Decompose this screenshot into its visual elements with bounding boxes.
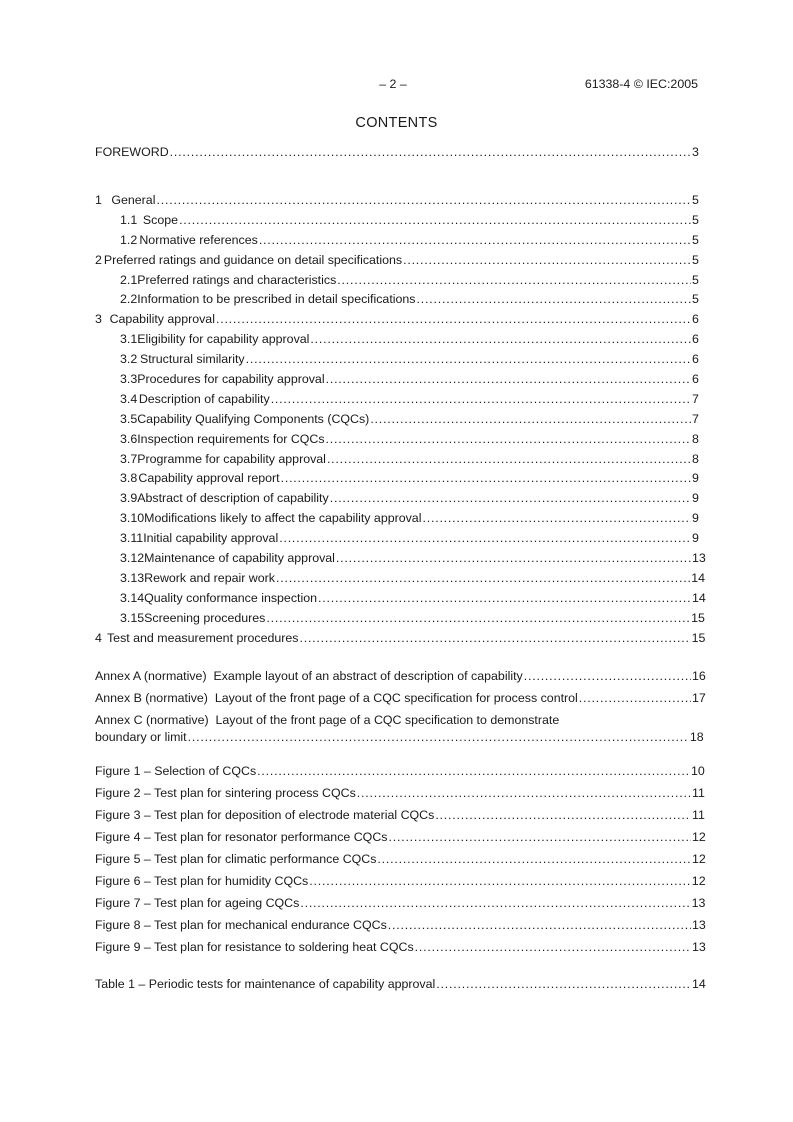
dot-leader: [179, 211, 691, 231]
toc-entry-text: Modifications likely to affect the capability approval: [144, 511, 422, 526]
toc-figure-5[interactable]: [95, 848, 706, 870]
dot-leader: [266, 609, 690, 629]
toc-entry-text: Figure 4 – Test plan for resonator performance CQCs: [95, 830, 388, 844]
toc-entry-text: Capability Qualifying Components (CQCs): [137, 411, 370, 426]
toc-figure-4[interactable]: [95, 826, 706, 848]
dot-leader: [388, 826, 691, 848]
toc-entry-text: Quality conformance inspection: [144, 590, 317, 605]
toc-page-number: 6: [692, 332, 699, 347]
toc-section-3-9[interactable]: [95, 489, 698, 509]
toc-page-number: 6: [692, 352, 699, 367]
toc-number: 1.2: [120, 232, 138, 247]
toc-page-number: 6: [692, 372, 699, 387]
toc-number: 3.9: [120, 491, 138, 506]
toc-entry-foreword[interactable]: [95, 143, 698, 163]
toc-page-number: 13: [692, 918, 706, 932]
dot-leader: [271, 390, 691, 410]
dot-leader: [524, 665, 691, 687]
toc-page-number: 9: [692, 511, 699, 526]
toc-number: 2: [95, 252, 102, 267]
toc-number: 3.11: [120, 531, 144, 546]
dot-leader: [156, 191, 691, 211]
toc-number: 3.15: [120, 610, 145, 625]
toc-figure-2[interactable]: [95, 782, 705, 804]
toc-entry-text: Figure 7 – Test plan for ageing CQCs: [95, 896, 300, 910]
toc-page-number: 3: [692, 145, 699, 159]
dot-leader: [299, 629, 690, 649]
toc-page-number: 9: [692, 531, 699, 546]
toc-figure-7[interactable]: [95, 892, 706, 914]
dot-leader: [188, 729, 689, 746]
toc-page-number: 10: [690, 764, 705, 778]
toc-page-number: 15: [691, 630, 706, 645]
toc-entry-text: Structural similarity: [139, 352, 245, 367]
dot-leader: [281, 469, 691, 489]
page-title: CONTENTS: [355, 115, 438, 131]
toc-number: 3.10: [120, 511, 145, 526]
toc-page-number: 8: [692, 431, 699, 446]
toc-entry-text: Figure 9 – Test plan for resistance to soldering heat CQCs: [95, 940, 414, 954]
toc-annexes: [95, 665, 706, 746]
toc-number: 3.12: [120, 551, 145, 566]
toc-page-number: 5: [692, 193, 699, 207]
toc-number: 3: [95, 312, 102, 327]
annex-label: Annex C (normative): [95, 713, 209, 727]
toc-annex-a[interactable]: [95, 665, 706, 687]
toc-number: 1: [95, 193, 102, 207]
toc-figures: [95, 760, 706, 958]
toc-section-1-2[interactable]: [95, 231, 698, 251]
toc-entry-text: Layout of the front page of a CQC specification for process control: [214, 691, 578, 705]
toc-sections: [95, 191, 706, 648]
toc-page-number: 5: [692, 292, 699, 307]
toc-entry-text: Example layout of an abstract of description of capability: [213, 669, 523, 683]
dot-leader: [300, 892, 690, 914]
dot-leader: [257, 760, 690, 782]
toc-page-number: 15: [691, 610, 705, 625]
toc-entry-text: Layout of the front page of a CQC specification to demonstrate: [215, 713, 560, 727]
toc-number: 3.8: [120, 471, 138, 486]
toc-number: 3.6: [120, 431, 138, 446]
toc-section-3-5[interactable]: [95, 410, 698, 430]
toc-section-3-15[interactable]: [95, 609, 705, 629]
dot-leader: [388, 914, 691, 936]
toc-page-number: 5: [692, 232, 699, 247]
dot-leader: [327, 450, 691, 470]
toc-annex-b[interactable]: [95, 687, 706, 709]
toc-page-number: 18: [689, 730, 704, 744]
toc-section-3-8[interactable]: [95, 469, 698, 489]
dot-leader: [377, 848, 691, 870]
dot-leader: [403, 251, 691, 271]
toc-entry-text: Inspection requirements for CQCs: [137, 431, 325, 446]
toc-section-3-6[interactable]: [95, 430, 698, 450]
toc-entry-text: Scope: [142, 212, 179, 227]
toc-figure-8[interactable]: [95, 914, 706, 936]
toc-section-4[interactable]: [95, 629, 706, 649]
toc-entry-text: Figure 6 – Test plan for humidity CQCs: [95, 874, 309, 888]
toc-entry-text: Figure 5 – Test plan for climatic performance CQCs: [95, 852, 377, 866]
toc-number: 4: [95, 630, 102, 645]
toc-entry-text: Eligibility for capability approval: [137, 332, 310, 347]
toc-page-number: 5: [692, 252, 699, 267]
toc-page-number: 8: [692, 451, 699, 466]
toc-number: 3.14: [120, 590, 145, 605]
toc-entry-text: Maintenance of capability approval: [144, 551, 335, 566]
dot-leader: [370, 410, 691, 430]
toc-entry-text: Figure 8 – Test plan for mechanical endurance CQCs: [95, 918, 387, 932]
annex-label: Annex A (normative): [95, 669, 207, 683]
toc-section-3-12[interactable]: [95, 549, 706, 569]
dot-leader: [435, 804, 691, 826]
toc-number: 3.3: [120, 372, 138, 387]
toc-figure-3[interactable]: [95, 804, 705, 826]
toc-section-3-3[interactable]: [95, 370, 698, 390]
toc-number: 3.5: [120, 411, 138, 426]
page-number-header: – 2 –: [379, 77, 407, 91]
dot-leader: [310, 330, 691, 350]
toc-foreword-block: [95, 143, 698, 163]
dot-leader: [415, 936, 691, 958]
toc-entry-text: Test and measurement procedures: [106, 630, 299, 645]
toc-section-3-7[interactable]: [95, 450, 698, 470]
toc-entry-text: Procedures for capability approval: [137, 372, 325, 387]
toc-entry-text: Programme for capability approval: [137, 451, 326, 466]
dot-leader: [170, 143, 691, 163]
toc-entry-text: Capability approval: [109, 312, 215, 327]
document-reference: 61338-4 © IEC:2005: [584, 77, 698, 91]
toc-number: 3.7: [120, 451, 138, 466]
toc-entry-text: Information to be prescribed in detail specifications: [137, 292, 416, 307]
toc-section-3-2[interactable]: [95, 350, 698, 370]
toc-entry-text: Preferred ratings and guidance on detail specifications: [103, 252, 403, 267]
toc-section-1[interactable]: [95, 191, 698, 211]
dot-leader: [216, 310, 691, 330]
annex-label: Annex B (normative): [95, 691, 208, 705]
dot-leader: [279, 529, 691, 549]
dot-leader: [436, 973, 691, 995]
toc-number: 2.1: [120, 272, 138, 287]
toc-entry-text: Initial capability approval: [143, 531, 279, 546]
dot-leader: [330, 489, 691, 509]
toc-page-number: 7: [692, 411, 699, 426]
toc-page-number: 11: [692, 808, 705, 822]
toc-page-number: 16: [692, 669, 706, 683]
toc-entry-text: Figure 3 – Test plan for deposition of electrode material CQCs: [95, 808, 435, 822]
toc-entry-text: Capability approval report: [138, 471, 280, 486]
toc-entry-text: Description of capability: [138, 391, 270, 406]
dot-leader: [276, 569, 690, 589]
toc-entry-text: Abstract of description of capability: [137, 491, 329, 506]
toc-entry-text-continued: boundary or limit: [95, 730, 187, 744]
toc-figure-9[interactable]: [95, 936, 706, 958]
toc-entry-text: Figure 1 – Selection of CQCs: [95, 764, 257, 778]
toc-table-1[interactable]: [95, 973, 706, 995]
toc-page-number: 14: [692, 977, 706, 991]
toc-page-number: 13: [692, 551, 706, 566]
toc-page-number: 11: [692, 786, 705, 800]
dot-leader: [326, 370, 691, 390]
dot-leader: [422, 509, 691, 529]
toc-annex-c[interactable]: [95, 712, 704, 746]
toc-page-number: 14: [691, 570, 706, 585]
toc-page-number: 7: [692, 391, 699, 406]
toc-section-3-1[interactable]: [95, 330, 698, 350]
toc-section-1-1[interactable]: [95, 211, 698, 231]
toc-section-2[interactable]: [95, 251, 698, 271]
toc-page-number: 14: [691, 590, 706, 605]
toc-section-3-14[interactable]: [95, 589, 706, 609]
toc-section-3-11[interactable]: [95, 529, 698, 549]
toc-page-number: 12: [692, 830, 706, 844]
toc-number: 3.13: [120, 570, 145, 585]
toc-number: 3.4: [120, 391, 138, 406]
toc-entry-text: Normative references: [139, 232, 258, 247]
toc-page-number: 12: [692, 852, 706, 866]
dot-leader: [336, 549, 691, 569]
toc-section-2-2[interactable]: [95, 290, 698, 310]
toc-page-number: 9: [692, 491, 699, 506]
toc-page-number: 12: [691, 874, 706, 888]
toc-page-number: 6: [692, 312, 699, 327]
toc-number: 1.1: [120, 212, 138, 227]
toc-section-3[interactable]: [95, 310, 698, 330]
toc-page-number: 13: [692, 940, 706, 954]
toc-entry-text: Screening procedures: [144, 610, 266, 625]
toc-figure-6[interactable]: [95, 870, 706, 892]
toc-section-3-13[interactable]: [95, 569, 706, 589]
toc-number: 2.2: [120, 292, 138, 307]
dot-leader: [326, 430, 691, 450]
dot-leader: [579, 687, 691, 709]
dot-leader: [417, 290, 692, 310]
toc-number: 3.2: [120, 352, 138, 367]
toc-tables: [95, 973, 706, 995]
toc-entry-text: Rework and repair work: [144, 570, 275, 585]
toc-entry-text: General: [111, 193, 156, 207]
toc-page-number: 9: [692, 471, 699, 486]
toc-entry-text: Figure 2 – Test plan for sintering process CQCs: [95, 786, 356, 800]
toc-entry-text: FOREWORD: [95, 145, 169, 159]
dot-leader: [357, 782, 691, 804]
toc-section-2-1[interactable]: [95, 271, 698, 291]
dot-leader: [337, 271, 691, 291]
toc-entry-text: Preferred ratings and characteristics: [137, 272, 337, 287]
toc-page-number: 5: [692, 212, 699, 227]
dot-leader: [246, 350, 691, 370]
dot-leader: [309, 870, 691, 892]
toc-number: 3.1: [120, 332, 138, 347]
toc-page-number: 17: [692, 691, 706, 705]
toc-section-3-4[interactable]: [95, 390, 698, 410]
toc-entry-text: Table 1 – Periodic tests for maintenance of capability approval: [95, 977, 436, 991]
toc-page-number: 13: [691, 896, 706, 910]
toc-figure-1[interactable]: [95, 760, 705, 782]
toc-section-3-10[interactable]: [95, 509, 698, 529]
dot-leader: [318, 589, 691, 609]
toc-page-number: 5: [692, 272, 699, 287]
dot-leader: [259, 231, 691, 251]
